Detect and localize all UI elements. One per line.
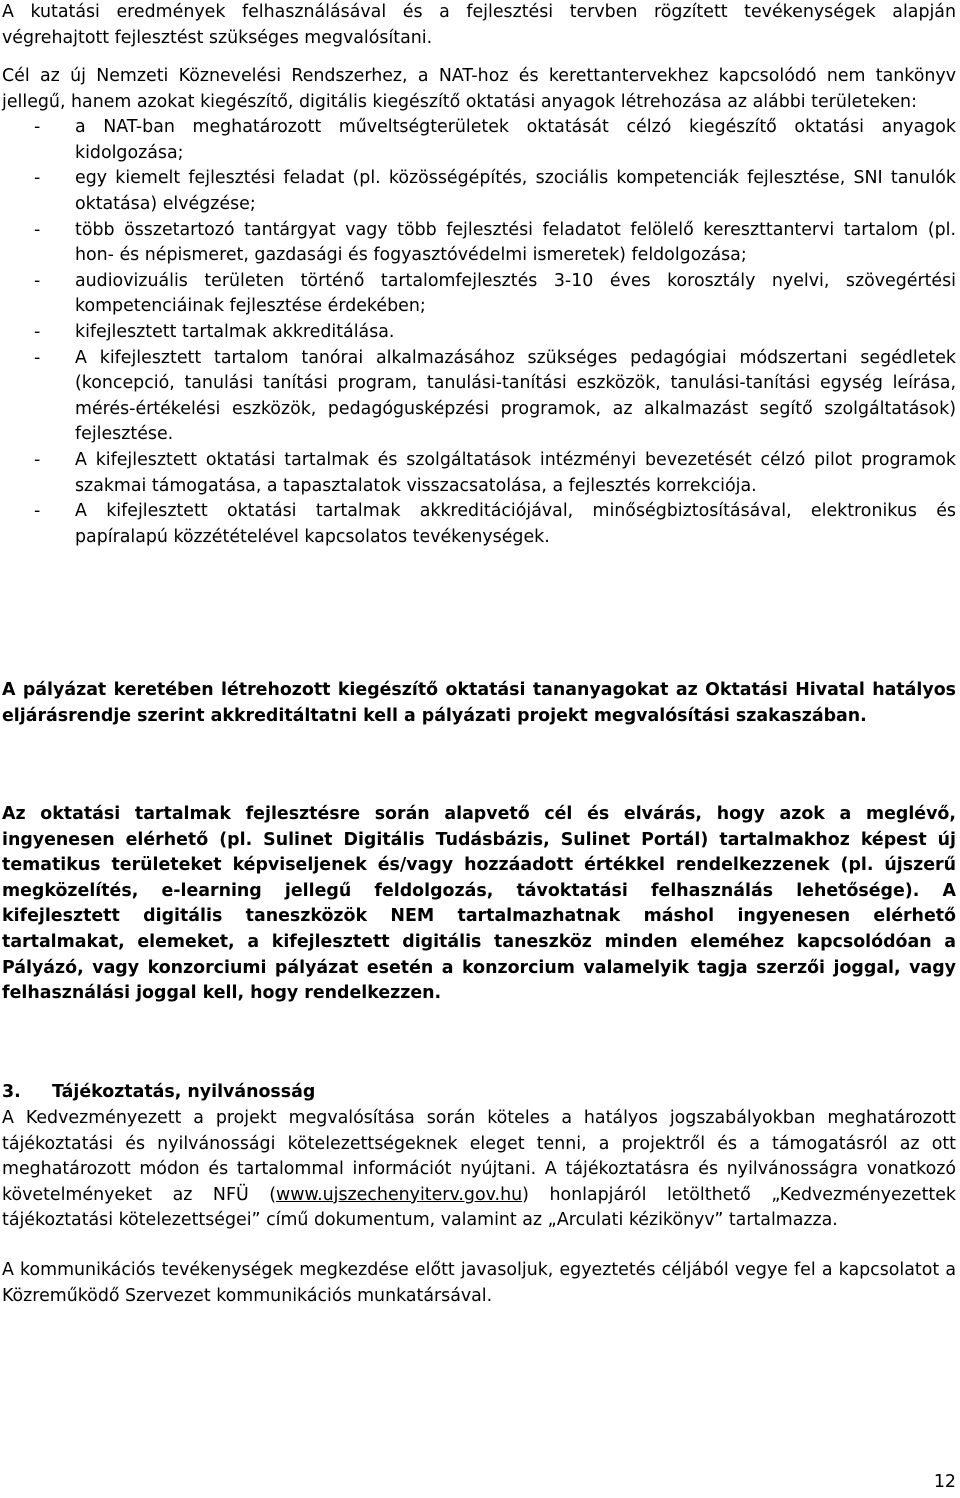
- list-item: [2, 499, 956, 550]
- list-item-text: A kifejlesztett oktatási tartalmak akkreditációjával, minőségbiztosításával, elektronikus és papíralapú közzétételével kapcsolatos tevékenységek.: [75, 501, 956, 547]
- section-number: 3.: [2, 1082, 21, 1102]
- publicity-paragraph: [2, 1106, 956, 1234]
- list-item-text: több összetartozó tantárgyat vagy több fejlesztési feladatot felölelő kereszttantervi tartalom (pl. hon- és népismeret, gazdasági és fogyasztóvédelmi ismeretek) feldolgozása;: [75, 219, 956, 266]
- dash-marker: -: [34, 270, 41, 291]
- list-item: [2, 166, 956, 217]
- publicity-text: [2, 1106, 956, 1234]
- list-item: [2, 218, 956, 269]
- dash-marker: -: [34, 347, 41, 368]
- list-item-text: kifejlesztett tartalmak akkreditálása.: [75, 321, 395, 342]
- section-title: Tájékoztatás, nyilvánosság: [52, 1082, 316, 1102]
- dash-marker: -: [34, 501, 41, 522]
- list-item: [2, 320, 956, 346]
- list-item-text: audiovizuális területen történő tartalomfejlesztés 3-10 éves korosztály nyelvi, szövegértési kompetenciáinak fejlesztése érdekében;: [75, 270, 956, 317]
- goal-list: [2, 115, 956, 550]
- page-number: 12: [933, 1472, 956, 1492]
- list-item-text: a NAT-ban meghatározott műveltségterületek oktatását célzó kiegészítő oktatási anyagok kidolgozása;: [75, 117, 956, 163]
- intro-text: A kutatási eredmények felhasználásával és a fejlesztési tervben rögzített tevékenységek alapján végrehajtott fejlesztést szükséges megvalósítani.: [2, 2, 956, 48]
- dash-marker: -: [34, 219, 41, 240]
- goal-intro-text: Cél az új Nemzeti Köznevelési Rendszerhez, a NAT-hoz és kerettantervekhez kapcsolódó nem tankönyv jellegű, hanem azokat kiegészítő, digitális kiegészítő oktatási anyagok létrehozása az alábbi területeken:: [2, 66, 956, 112]
- publicity-text-part-1: A Kedvezményezett a projekt megvalósítása során köteles a hatályos jogszabályokban meghatározott tájékoztatási és nyilvánossági kötelezettségeknek eleget tenni, a projektről és a támogatásról az ott meghatározott módon és tartalommal információt nyújtani. A tájékoztatásra és nyilvánosságra vonatkozó követelményeket az NFÜ (: [2, 1108, 956, 1205]
- communication-text: A kommunikációs tevékenységek megkezdése előtt javasoljuk, egyeztetés céljából vegye fel a kapcsolatot a Közreműködő Szervezet kommunikációs munkatársával.: [2, 1260, 956, 1306]
- accreditation-notice-text: A pályázat keretében létrehozott kiegészítő oktatási tananyagokat az Oktatási Hivatal hatályos eljárásrendje szerint akkreditáltatni kell a pályázati projekt megvalósítási szakaszában.: [2, 680, 956, 726]
- content-requirements-text: Az oktatási tartalmak fejlesztésre során alapvető cél és elvárás, hogy azok a meglévő, ingyenesen elérhető (pl. Sulinet Digitális Tudásbázis, Sulinet Portál) tartalmakhoz képest új tematikus területeket képviseljenek és/vagy hozzáadott értékkel rendelkezzenek (pl. újszerű megközelítés, e-learning jellegű feldolgozás, távoktatási felhasználás lehetősége). A kifejlesztett digitális taneszközök NEM tartalmazhatnak máshol ingyenesen elérhető tartalmakat, elemeket, a kifejlesztett digitális taneszköz minden eleméhez kapcsolódóan a Pályázó, vagy konzorciumi pályázat esetén a konzorcium valamelyik tagja szerzői joggal, vagy felhasználási joggal kell, hogy rendelkezzen.: [2, 804, 956, 1004]
- list-item: [2, 269, 956, 320]
- dash-marker: -: [34, 117, 41, 138]
- list-item: [2, 448, 956, 499]
- publicity-text-part-2: ) honlapjáról letölthető „Kedvezményezettek tájékoztatási kötelezettségei” című dokumentum, valamint az „Arculati kézikönyv” tartalmazza.: [2, 1184, 956, 1231]
- list-item: [2, 346, 956, 448]
- dash-marker: -: [34, 168, 41, 189]
- goal-section: [2, 64, 956, 550]
- communication-paragraph: [2, 1258, 956, 1309]
- nfu-website-link[interactable]: www.ujszechenyiterv.gov.hu: [276, 1184, 523, 1205]
- intro-paragraph: [2, 0, 956, 51]
- dash-marker: -: [34, 321, 41, 342]
- list-item: [2, 115, 956, 166]
- content-requirements-notice: [2, 802, 956, 1007]
- accreditation-notice: [2, 678, 956, 729]
- list-item-text: egy kiemelt fejlesztési feladat (pl. közösségépítés, szociális kompetenciák fejlesztése, SNI tanulók oktatása) elvégzése;: [75, 168, 956, 214]
- dash-marker: -: [34, 449, 41, 470]
- list-item-text: A kifejlesztett oktatási tartalmak és szolgáltatások intézményi bevezetését célzó pilot programok szakmai támogatása, a tapasztalatok visszacsatolása, a fejlesztés korrekciója.: [75, 449, 956, 496]
- list-item-text: A kifejlesztett tartalom tanórai alkalmazásához szükséges pedagógiai módszertani segédletek (koncepció, tanulási tanítási program, tanulási-tanítási eszközök, tanulási-tanítási egység leírása, mérés-értékelési eszközök, pedagógusképzési programok, az alkalmazást segítő szolgáltatások) fejlesztése.: [75, 347, 956, 445]
- section-heading: [2, 1080, 315, 1106]
